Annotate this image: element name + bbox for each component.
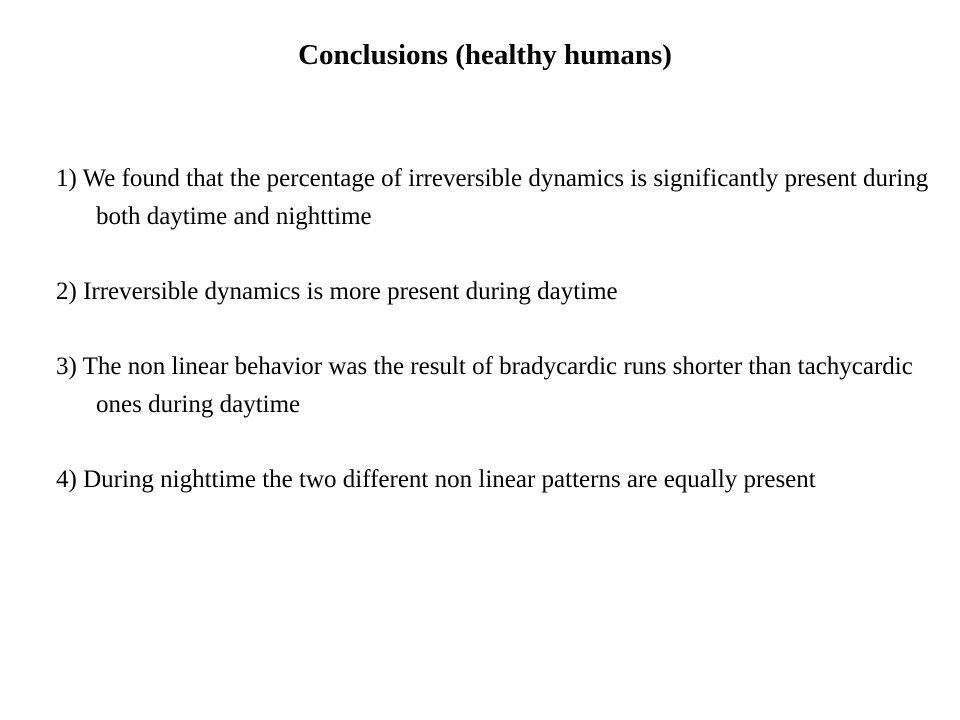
conclusion-item-1: 1) We found that the percentage of irreversible dynamics is significantly present during both daytime and nighttime <box>56 165 929 230</box>
conclusion-item-2: 2) Irreversible dynamics is more present during daytime <box>56 278 618 305</box>
slide-title: Conclusions (healthy humans) <box>298 39 672 71</box>
conclusions-list <box>56 160 936 499</box>
conclusion-item-4: 4) During nighttime the two different non linear patterns are equally present <box>56 466 816 493</box>
conclusion-item-3: 3) The non linear behavior was the result of bradycardic runs shorter than tachycardic ones during daytime <box>56 353 913 418</box>
